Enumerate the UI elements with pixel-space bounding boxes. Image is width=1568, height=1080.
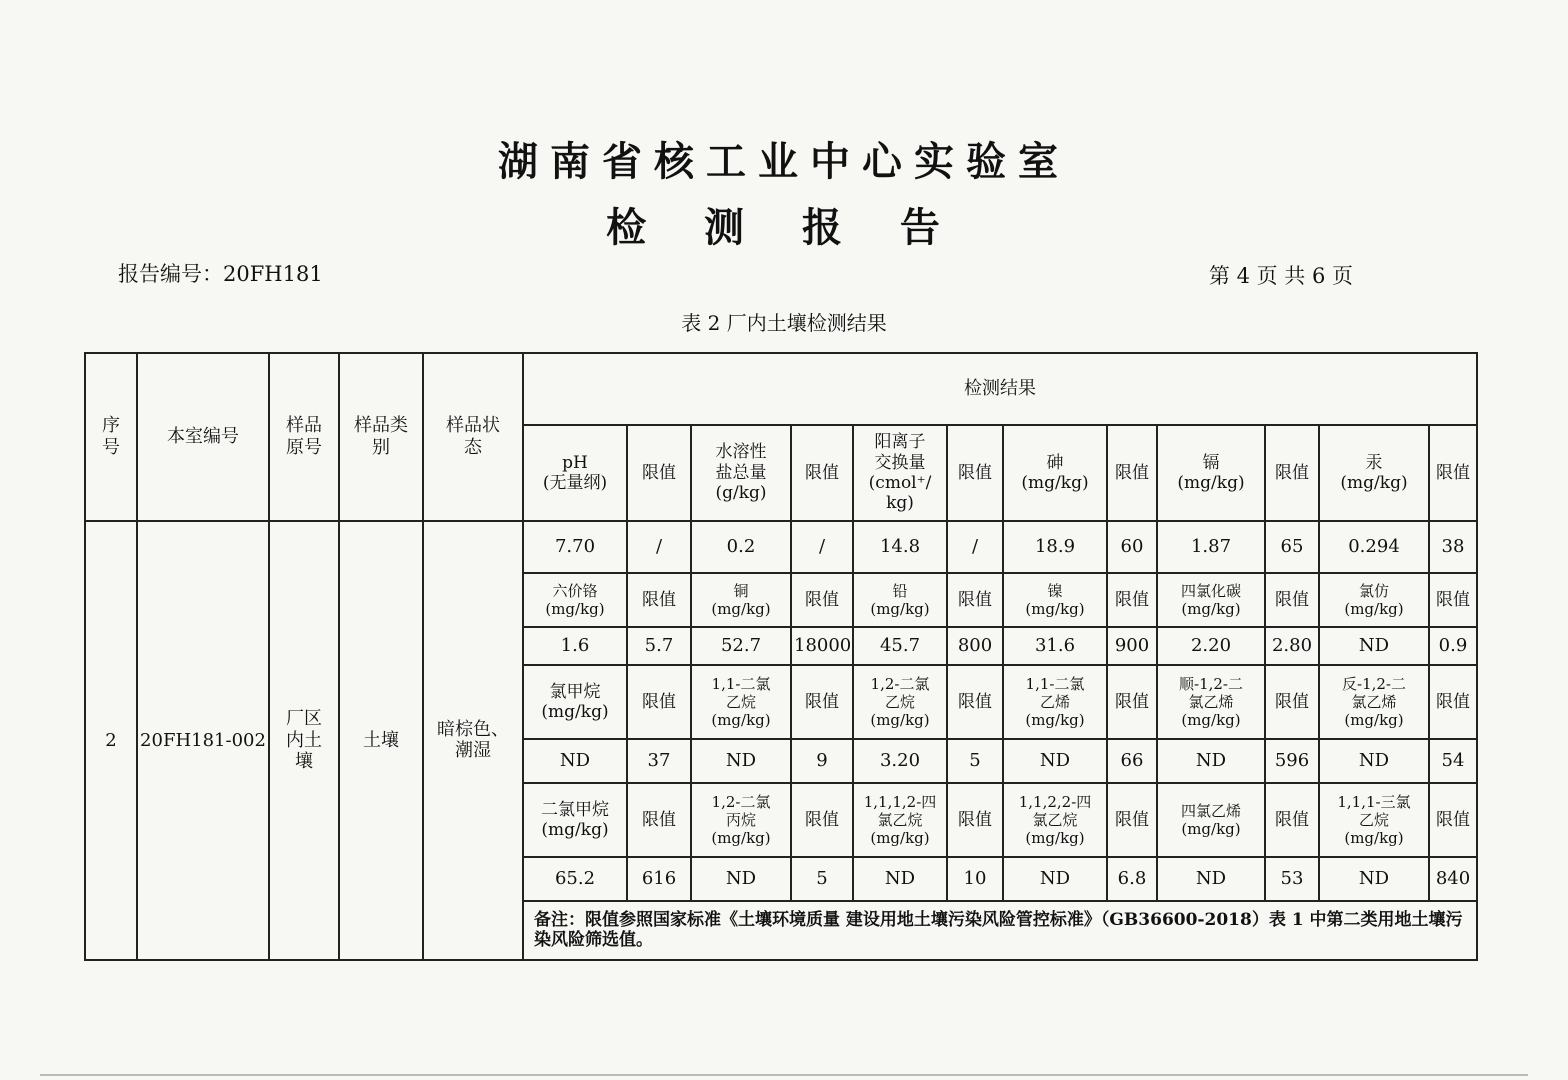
- param-ph: pH (无量纲): [523, 425, 627, 521]
- table-cell: 5: [791, 857, 853, 901]
- param-cis-12-dichloroethene: 顺-1,2-二 氯乙烯 (mg/kg): [1157, 665, 1265, 739]
- sample-lab-no: 20FH181-002: [137, 521, 269, 960]
- limit-header: 限值: [947, 425, 1003, 521]
- limit-header: 限值: [627, 665, 691, 739]
- table-note: 备注：限值参照国家标准《土壤环境质量 建设用地土壤污染风险管控标准》（GB36600-2018）表 1 中第二类用地土壤污染风险筛选值。: [523, 901, 1477, 960]
- limit-header: 限值: [1429, 425, 1477, 521]
- header-lab-no: 本室编号: [137, 353, 269, 521]
- table-cell: 5.7: [627, 627, 691, 665]
- page-edge-divider: [40, 1074, 1528, 1076]
- table-cell: 65: [1265, 521, 1319, 573]
- table-cell: ND: [691, 739, 791, 783]
- param-tetrachloroethene: 四氯乙烯 (mg/kg): [1157, 783, 1265, 857]
- limit-header: 限值: [791, 783, 853, 857]
- limit-header: 限值: [1429, 665, 1477, 739]
- table-cell: 54: [1429, 739, 1477, 783]
- limit-header: 限值: [791, 573, 853, 627]
- limit-header: 限值: [1429, 573, 1477, 627]
- table-cell: 45.7: [853, 627, 947, 665]
- limit-header: 限值: [1107, 783, 1157, 857]
- limit-header: 限值: [1265, 425, 1319, 521]
- table-cell: ND: [1319, 627, 1429, 665]
- limit-header: 限值: [1107, 573, 1157, 627]
- sample-state: 暗棕色、 潮湿: [423, 521, 523, 960]
- table-cell: 800: [947, 627, 1003, 665]
- header-state: 样品状 态: [423, 353, 523, 521]
- table-cell: 10: [947, 857, 1003, 901]
- limit-header: 限值: [627, 783, 691, 857]
- param-trans-12-dichloroethene: 反-1,2-二 氯乙烯 (mg/kg): [1319, 665, 1429, 739]
- param-copper: 铜 (mg/kg): [691, 573, 791, 627]
- limit-header: 限值: [1107, 425, 1157, 521]
- sample-seq: 2: [85, 521, 137, 960]
- table-cell: 66: [1107, 739, 1157, 783]
- limit-header: 限值: [1265, 665, 1319, 739]
- param-11-dichloroethane: 1,1-二氯 乙烷 (mg/kg): [691, 665, 791, 739]
- table-cell: ND: [523, 739, 627, 783]
- param-12-dichloropropane: 1,2-二氯 丙烷 (mg/kg): [691, 783, 791, 857]
- table-cell: 65.2: [523, 857, 627, 901]
- param-chromium-vi: 六价铬 (mg/kg): [523, 573, 627, 627]
- sample-category: 土壤: [339, 521, 423, 960]
- table-cell: /: [947, 521, 1003, 573]
- table-cell: 31.6: [1003, 627, 1107, 665]
- table-cell: ND: [691, 857, 791, 901]
- sample-orig-no: 厂区 内土 壤: [269, 521, 339, 960]
- param-111-trichloroethane: 1,1,1-三氯 乙烷 (mg/kg): [1319, 783, 1429, 857]
- report-title: 检 测 报 告: [606, 204, 962, 251]
- table-cell: 38: [1429, 521, 1477, 573]
- table-cell: 37: [627, 739, 691, 783]
- table-cell: 840: [1429, 857, 1477, 901]
- param-11-dichloroethene: 1,1-二氯 乙烯 (mg/kg): [1003, 665, 1107, 739]
- limit-header: 限值: [947, 665, 1003, 739]
- param-1122-tetrachloroethane: 1,1,2,2-四 氯乙烷 (mg/kg): [1003, 783, 1107, 857]
- param-mercury: 汞 (mg/kg): [1319, 425, 1429, 521]
- param-12-dichloroethane: 1,2-二氯 乙烷 (mg/kg): [853, 665, 947, 739]
- lab-title: 湖南省核工业中心实验室: [498, 138, 1070, 185]
- table-cell: 60: [1107, 521, 1157, 573]
- table-cell: ND: [1003, 739, 1107, 783]
- page-number: 第 4 页 共 6 页: [1208, 264, 1353, 288]
- table-cell: 18000: [791, 627, 853, 665]
- param-carbon-tetrachloride: 四氯化碳 (mg/kg): [1157, 573, 1265, 627]
- table-cell: 596: [1265, 739, 1319, 783]
- table-cell: ND: [1003, 857, 1107, 901]
- param-cec: 阳离子 交换量 (cmol⁺/ kg): [853, 425, 947, 521]
- param-arsenic: 砷 (mg/kg): [1003, 425, 1107, 521]
- param-dichloromethane: 二氯甲烷 (mg/kg): [523, 783, 627, 857]
- header-results: 检测结果: [523, 353, 1477, 425]
- table-cell: 1.87: [1157, 521, 1265, 573]
- table-caption: 表 2 厂内土壤检测结果: [681, 311, 887, 335]
- table-cell: /: [791, 521, 853, 573]
- table-cell: 616: [627, 857, 691, 901]
- table-cell: 3.20: [853, 739, 947, 783]
- header-seq: 序 号: [85, 353, 137, 521]
- table-cell: ND: [1319, 857, 1429, 901]
- limit-header: 限值: [791, 665, 853, 739]
- param-lead: 铅 (mg/kg): [853, 573, 947, 627]
- soil-results-table: [84, 352, 1478, 961]
- table-cell: 9: [791, 739, 853, 783]
- limit-header: 限值: [627, 573, 691, 627]
- table-cell: 2.80: [1265, 627, 1319, 665]
- table-cell: 7.70: [523, 521, 627, 573]
- limit-header: 限值: [947, 783, 1003, 857]
- limit-header: 限值: [1429, 783, 1477, 857]
- param-cadmium: 镉 (mg/kg): [1157, 425, 1265, 521]
- table-cell: 2.20: [1157, 627, 1265, 665]
- table-cell: 0.294: [1319, 521, 1429, 573]
- param-1112-tetrachloroethane: 1,1,1,2-四 氯乙烷 (mg/kg): [853, 783, 947, 857]
- table-cell: 53: [1265, 857, 1319, 901]
- header-orig-no: 样品 原号: [269, 353, 339, 521]
- table-cell: 900: [1107, 627, 1157, 665]
- report-number: 报告编号：20FH181: [118, 262, 323, 286]
- table-cell: 14.8: [853, 521, 947, 573]
- table-cell: 5: [947, 739, 1003, 783]
- value-row-1: [85, 521, 1477, 573]
- table-cell: ND: [1157, 739, 1265, 783]
- limit-header: 限值: [1265, 573, 1319, 627]
- table-cell: /: [627, 521, 691, 573]
- table-cell: 6.8: [1107, 857, 1157, 901]
- limit-header: 限值: [627, 425, 691, 521]
- param-salt: 水溶性 盐总量 (g/kg): [691, 425, 791, 521]
- table-cell: 52.7: [691, 627, 791, 665]
- table-cell: ND: [1157, 857, 1265, 901]
- limit-header: 限值: [1265, 783, 1319, 857]
- table-cell: 18.9: [1003, 521, 1107, 573]
- param-nickel: 镍 (mg/kg): [1003, 573, 1107, 627]
- table-cell: ND: [853, 857, 947, 901]
- param-chloroform: 氯仿 (mg/kg): [1319, 573, 1429, 627]
- table-cell: 0.2: [691, 521, 791, 573]
- table-cell: 1.6: [523, 627, 627, 665]
- limit-header: 限值: [1107, 665, 1157, 739]
- header-category: 样品类 别: [339, 353, 423, 521]
- table-cell: ND: [1319, 739, 1429, 783]
- limit-header: 限值: [791, 425, 853, 521]
- limit-header: 限值: [947, 573, 1003, 627]
- table-cell: 0.9: [1429, 627, 1477, 665]
- param-chloromethane: 氯甲烷 (mg/kg): [523, 665, 627, 739]
